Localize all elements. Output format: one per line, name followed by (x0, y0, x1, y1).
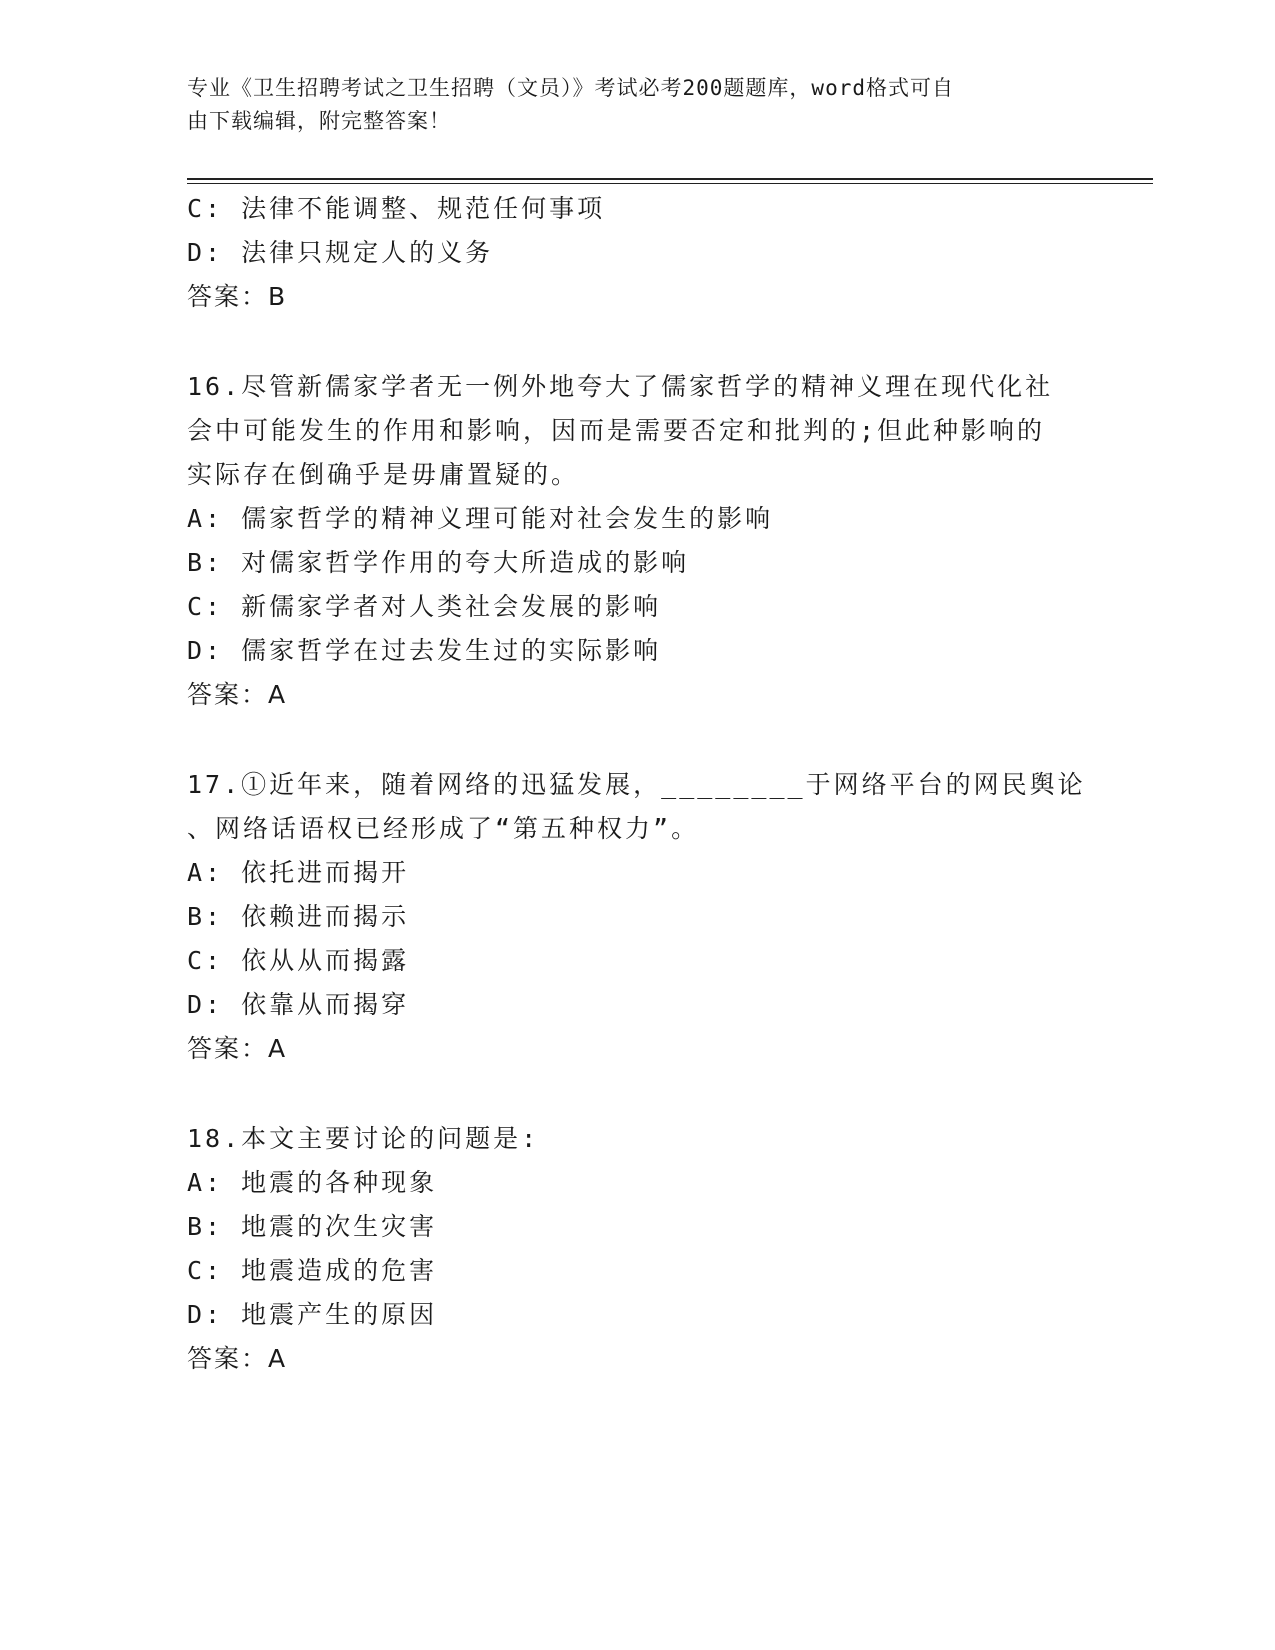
q17-stem-line-1: 17.①近年来，随着网络的迅猛发展，________于网络平台的网民舆论 (187, 770, 1086, 799)
q17-option-d: D: 依靠从而揭穿 (187, 990, 410, 1019)
q18-option-a: A: 地震的各种现象 (187, 1168, 438, 1197)
prev-option-c: C: 法律不能调整、规范任何事项 (187, 194, 606, 223)
q17-option-b: B: 依赖进而揭示 (187, 902, 410, 931)
q16-stem-line-3: 实际存在倒确乎是毋庸置疑的。 (187, 460, 580, 489)
q16-option-d: D: 儒家哲学在过去发生过的实际影响 (187, 636, 662, 665)
q16-option-c: C: 新儒家学者对人类社会发展的影响 (187, 592, 662, 621)
q18-answer: 答案：A (187, 1344, 288, 1373)
document-header (187, 72, 1087, 138)
q16-option-a: A: 儒家哲学的精神义理可能对社会发生的影响 (187, 504, 774, 533)
prev-option-d: D: 法律只规定人的义务 (187, 238, 494, 267)
q18-option-d: D: 地震产生的原因 (187, 1300, 438, 1329)
q16-answer: 答案：A (187, 680, 288, 709)
q17-option-a: A: 依托进而揭开 (187, 858, 410, 887)
q16-stem-line-1: 16.尽管新儒家学者无一例外地夸大了儒家哲学的精神义理在现代化社 (187, 372, 1054, 401)
header-line-2: 由下载编辑，附完整答案！ (187, 109, 451, 133)
q16-stem-line-2: 会中可能发生的作用和影响，因而是需要否定和批判的;但此种影响的 (187, 416, 1046, 445)
header-divider-thick (187, 178, 1153, 180)
prev-answer: 答案：B (187, 282, 288, 311)
q18-option-b: B: 地震的次生灾害 (187, 1212, 438, 1241)
header-divider-thin (187, 183, 1153, 184)
q17-answer: 答案：A (187, 1034, 288, 1063)
q18-stem-line-1: 18.本文主要讨论的问题是: (187, 1124, 540, 1153)
q18-option-c: C: 地震造成的危害 (187, 1256, 438, 1285)
header-line-1: 专业《卫生招聘考试之卫生招聘（文员）》考试必考200题题库，word格式可自 (187, 76, 954, 100)
q17-option-c: C: 依从从而揭露 (187, 946, 410, 975)
q16-option-b: B: 对儒家哲学作用的夸大所造成的影响 (187, 548, 690, 577)
q17-stem-line-2: 、网络话语权已经形成了“第五种权力”。 (187, 814, 700, 843)
